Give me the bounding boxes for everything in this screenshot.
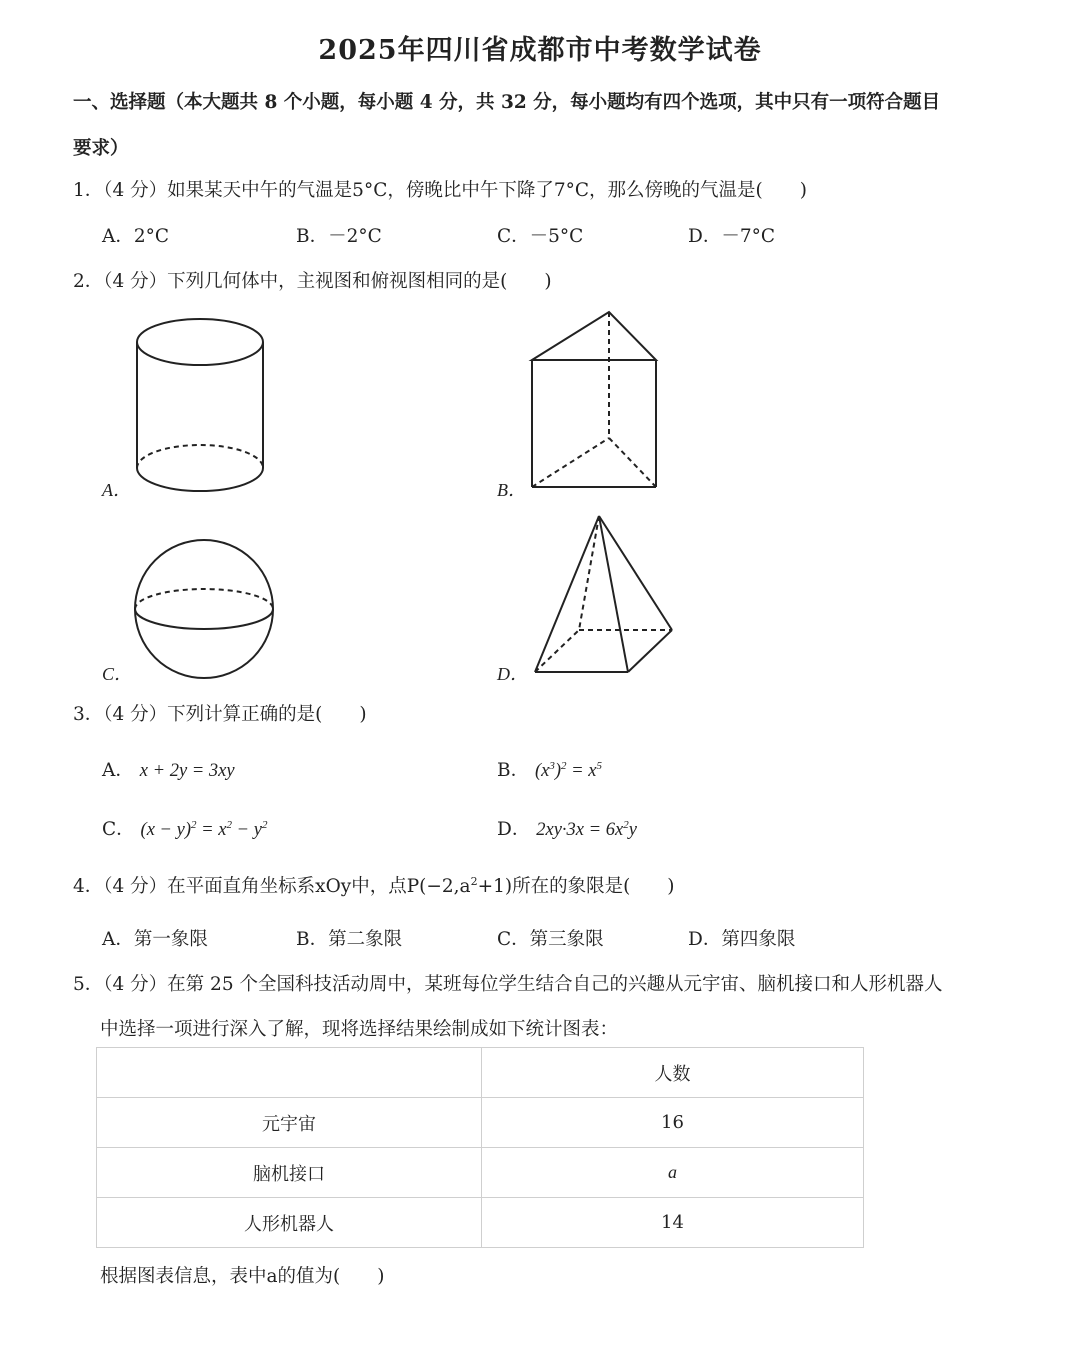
question-2-stem: 2．（4 分）下列几何体中，主视图和俯视图相同的是( ): [73, 271, 552, 292]
q3-option-d: D． $2xy\cdot 3x = 6x^2y$: [497, 818, 637, 840]
q2-option-a-label: A．: [102, 480, 131, 500]
q1-option-d: D．－7°C: [688, 226, 776, 247]
table-row: [97, 1198, 864, 1248]
q4-option-c: C．第三象限: [497, 929, 604, 950]
q2-option-d-label: D．: [497, 664, 528, 684]
cylinder-icon: [130, 310, 270, 496]
table-row: [97, 1098, 864, 1148]
section-heading-cont: 要求）: [73, 138, 129, 159]
q1-option-b: B．－2°C: [296, 226, 382, 247]
table-cell: 元宇宙: [97, 1098, 482, 1148]
question-4-stem: 4．（4 分）在平面直角坐标系xOy中，点$P(-2,a^2+1)$所在的象限是( ): [73, 874, 675, 897]
table-header-cell: 人数: [482, 1048, 864, 1098]
q4-option-d: D．第四象限: [688, 929, 796, 950]
quadrilateral-pyramid-icon: [528, 512, 678, 682]
q1-option-c: C．－5°C: [497, 226, 584, 247]
q1-option-a: A．2°C: [102, 226, 170, 247]
q2-option-c-label: C．: [102, 664, 133, 684]
q2-option-b-label: B．: [497, 480, 526, 500]
table-cell: 脑机接口: [97, 1148, 482, 1198]
table-cell: 人形机器人: [97, 1198, 482, 1248]
q3-option-b: B． $(x^3)^2 = x^5$: [497, 759, 602, 781]
section-heading: 一、选择题（本大题共 8 个小题，每小题 4 分，共 32 分，每小题均有四个选项，其中只有一项符合题目: [73, 92, 941, 113]
table-cell: 16: [482, 1098, 864, 1148]
q4-option-a: A．第一象限: [102, 929, 208, 950]
sphere-icon: [132, 537, 278, 681]
table-cell: a: [482, 1148, 864, 1198]
triangular-prism-icon: [525, 308, 665, 493]
page-title: 2025年四川省成都市中考数学试卷: [318, 35, 762, 66]
table-row: [97, 1148, 864, 1198]
q3-option-c: C． $(x - y)^2 = x^2 - y^2$: [102, 818, 268, 840]
table-cell: 14: [482, 1198, 864, 1248]
question-5-followup: 根据图表信息，表中a的值为( ): [100, 1266, 385, 1287]
question-5-stem-cont: 中选择一项进行深入了解，现将选择结果绘制成如下统计图表：: [100, 1019, 619, 1040]
table-header-row: [97, 1048, 864, 1098]
question-3-stem: 3．（4 分）下列计算正确的是( ): [73, 704, 367, 725]
question-5-stem: 5．（4 分）在第 25 个全国科技活动周中，某班每位学生结合自己的兴趣从元宇宙、脑机接口和人形机器人: [73, 974, 943, 995]
statistics-table: [96, 1047, 864, 1248]
q3-option-a: A． x + 2y = 3xy: [102, 760, 235, 781]
q4-option-b: B．第二象限: [296, 929, 403, 950]
question-1-stem: 1．（4 分）如果某天中午的气温是5°C，傍晚比中午下降了7°C，那么傍晚的气温是( ): [73, 180, 807, 201]
table-header-cell: [97, 1048, 482, 1098]
